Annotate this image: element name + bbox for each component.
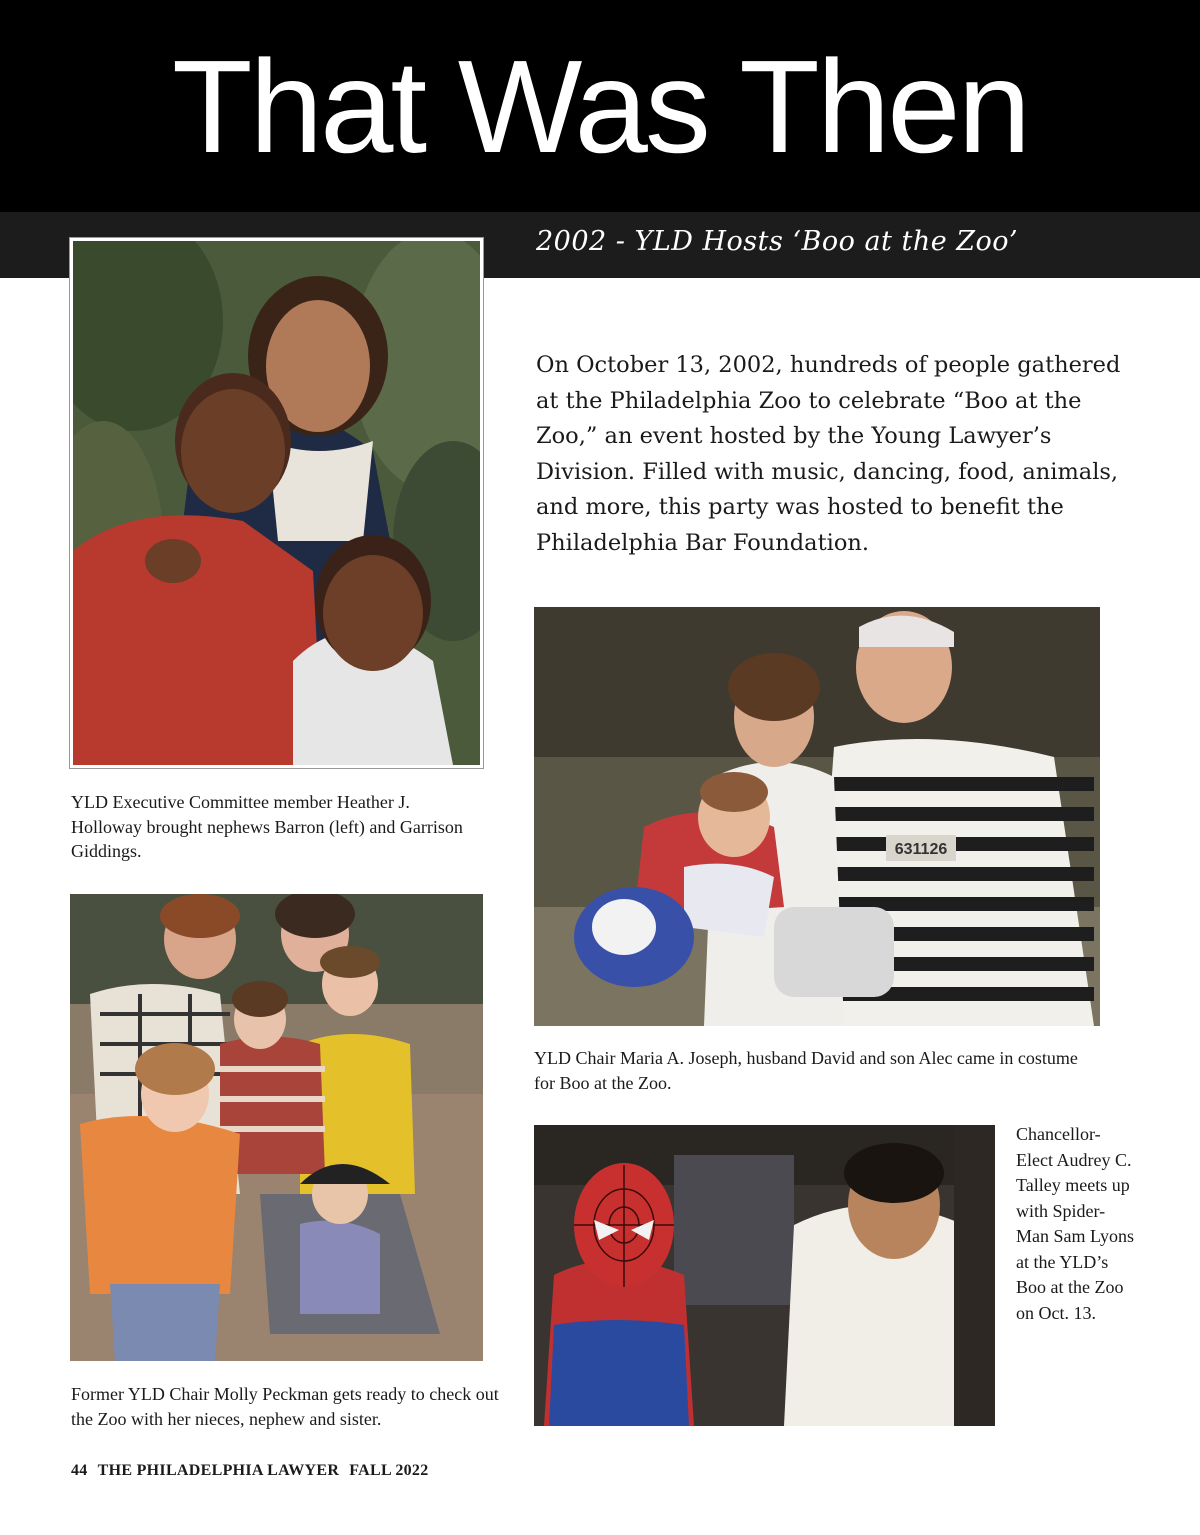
photo-caption: Former YLD Chair Molly Peckman gets ready to check out the Zoo with her nieces, nephew and sister. [71, 1384, 499, 1429]
publication-name: THE PHILADELPHIA LAWYER [97, 1462, 340, 1479]
photo-holloway-family [70, 238, 483, 768]
photo-joseph-family [534, 607, 1100, 1026]
intro-paragraph: On October 13, 2002, hundreds of people gathered at the Philadelphia Zoo to celebrate “Boo at the Zoo,” an event hosted by the Young Lawyer’s Division. Filled with music, dancing, food, animals, and more, this party was hosted to benefit the Philadelphia Bar Foundation. [536, 352, 1121, 556]
masthead [0, 0, 1200, 212]
photo-caption: YLD Executive Committee member Heather J. Holloway brought nephews Barron (left) and Garrison Giddings. [71, 792, 463, 861]
photo-talley-spiderman [534, 1125, 995, 1426]
page-title: That Was Then [171, 33, 1029, 180]
photo-peckman-family [70, 894, 483, 1361]
page-footer [71, 1462, 439, 1480]
prisoner-number: 631126 [894, 841, 948, 858]
issue-date: FALL 2022 [349, 1462, 429, 1479]
article-subtitle: 2002 - YLD Hosts ‘Boo at the Zoo’ [536, 226, 1019, 257]
photo-caption: Chancellor-Elect Audrey C. Talley meets up with Spider-Man Sam Lyons at the YLD’s Boo at the Zoo on Oct. 13. [1016, 1124, 1135, 1323]
photo-caption: YLD Chair Maria A. Joseph, husband David and son Alec came in costume for Boo at the Zoo. [534, 1048, 1078, 1093]
page-number: 44 [71, 1462, 88, 1479]
